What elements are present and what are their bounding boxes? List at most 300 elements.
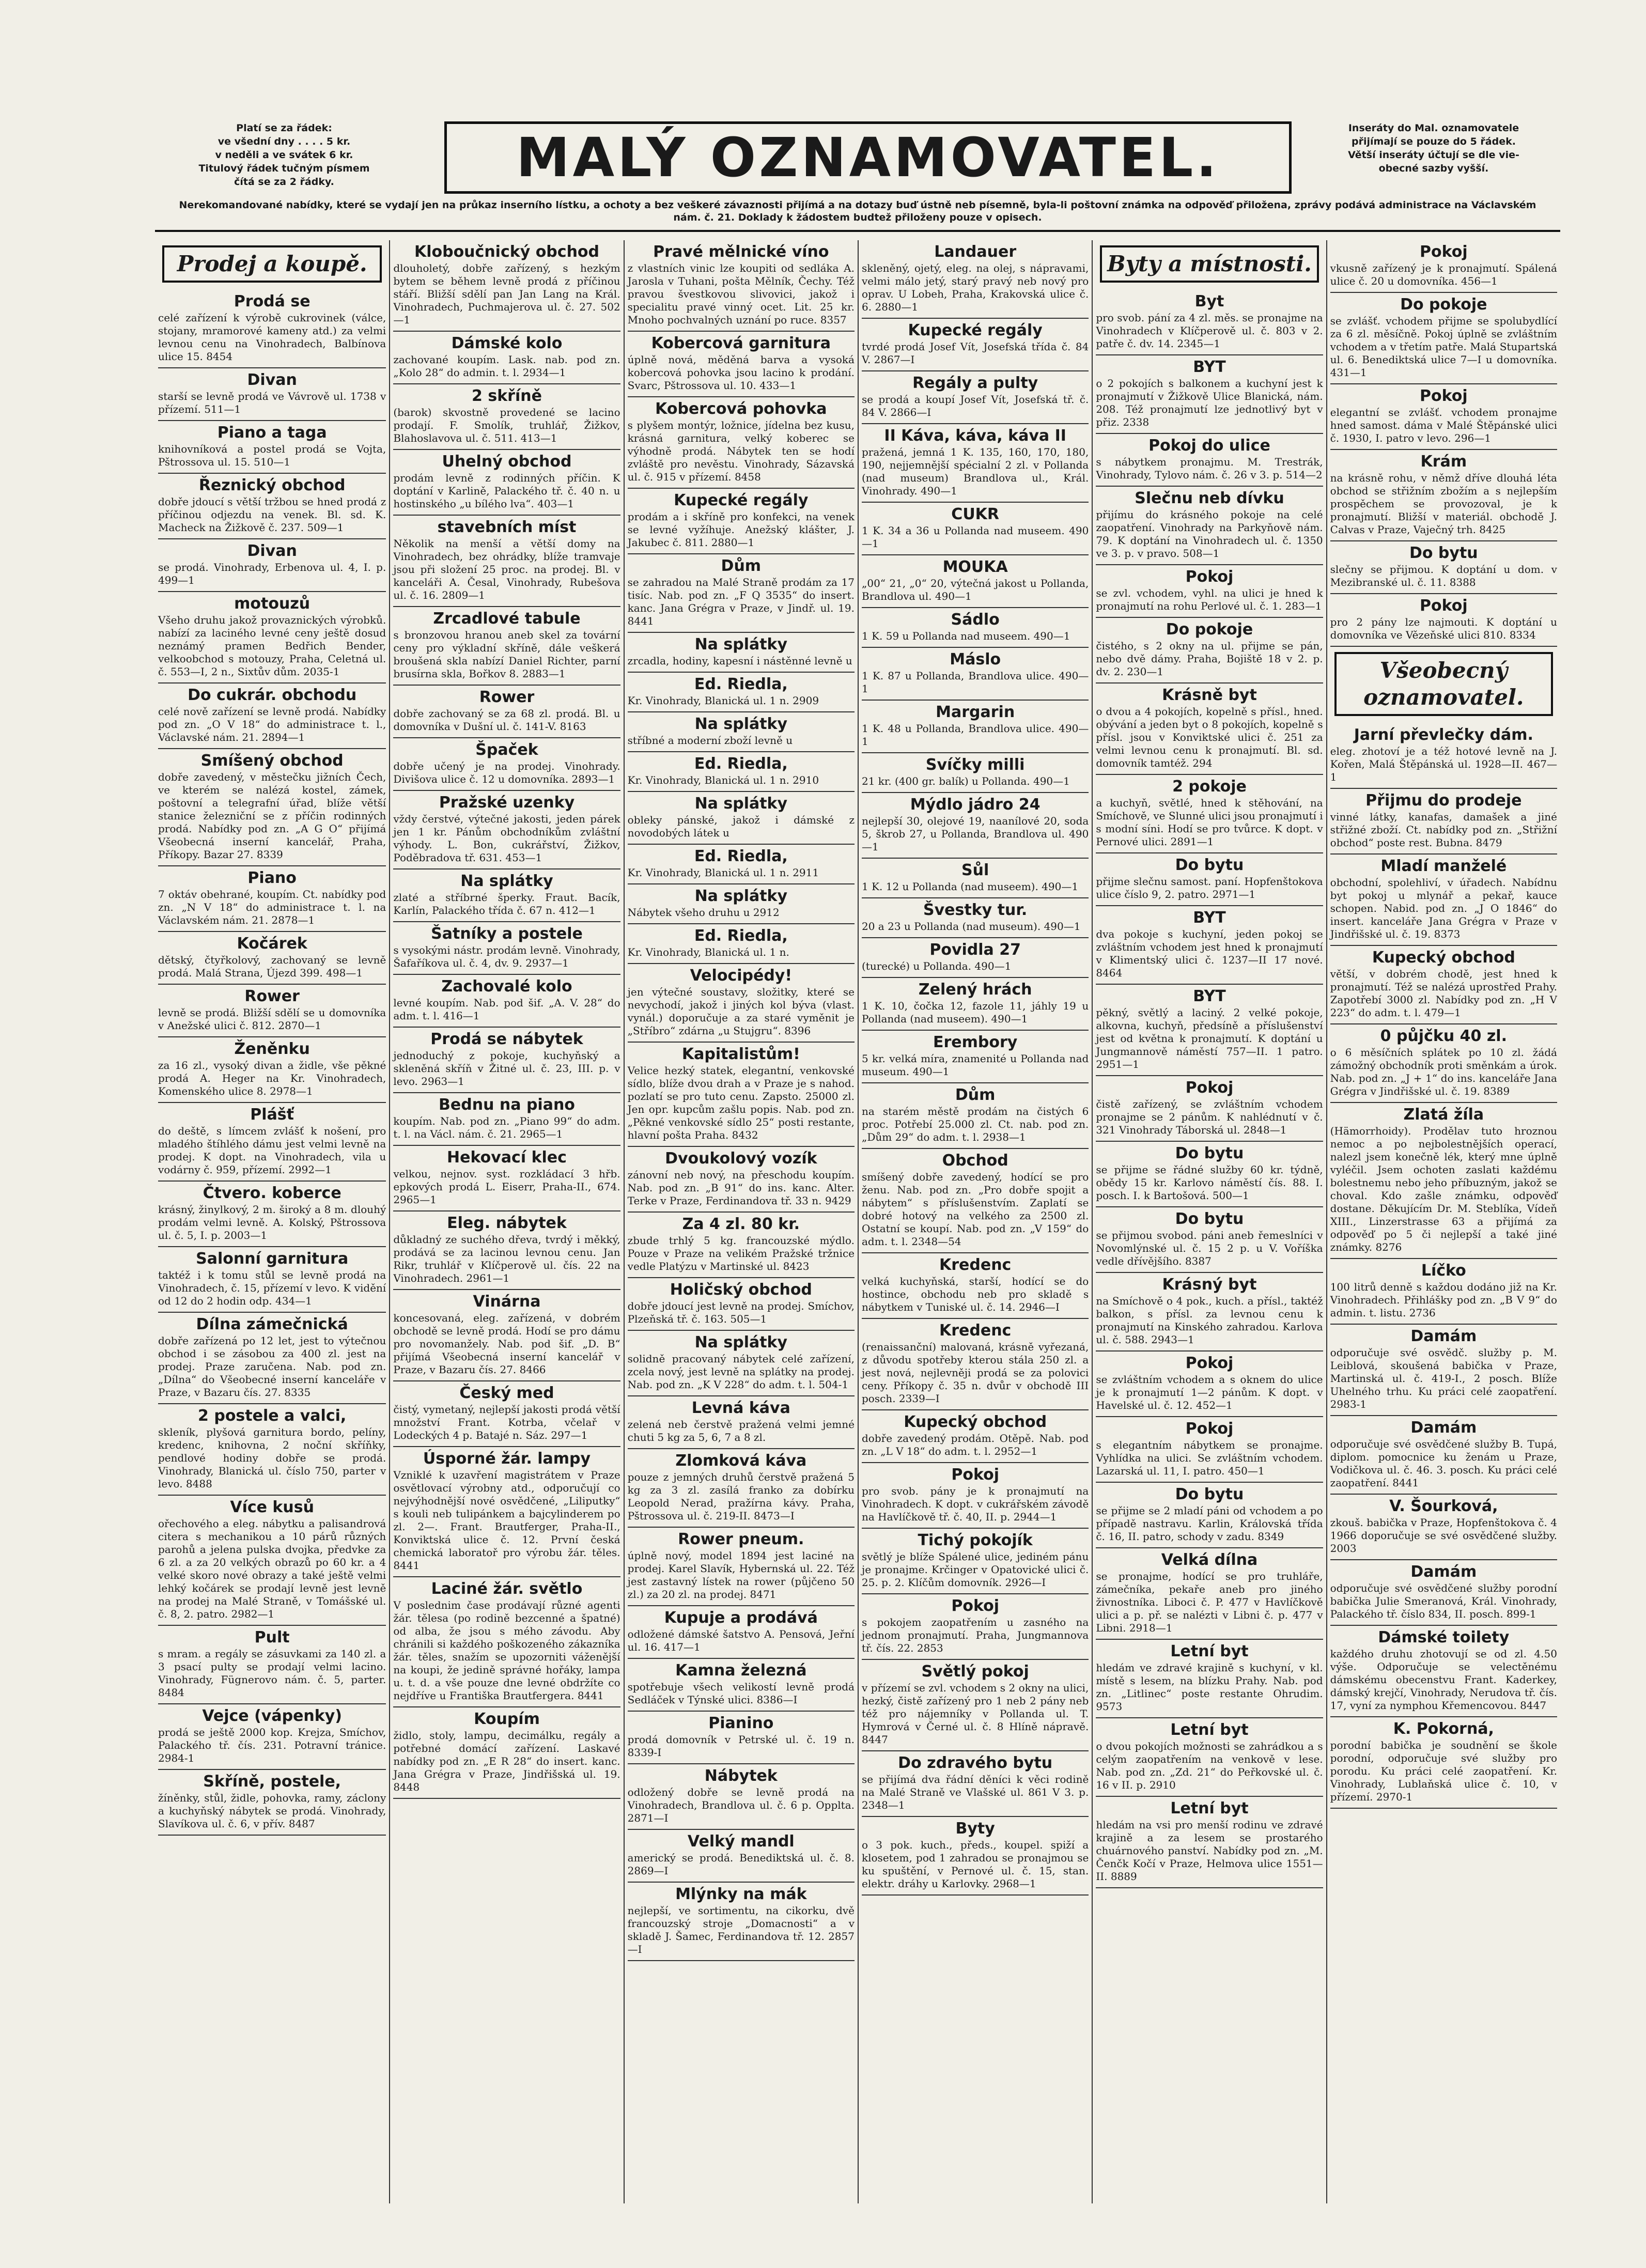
classified-ad: [1330, 946, 1557, 1024]
ad-text: obchodní, spolehliví, v úřadech. Nabídnu byt pokoj u mlynář a pekař, kauce schopen. Nabid. pod zn. „J O 1846“ do insert. kanceláře Jana Grégra v Praze v Jindřišské ul. č. 19. 8373: [1330, 876, 1557, 940]
classified-ad: [158, 1247, 386, 1313]
ad-text: do deště, s límcem zvlášť k nošení, pro mladého štíhlého dámu jest velmi levně na prodej. K dopt. na Vinohradech, vila u vodárny č. 959, přízemí. 2992—1: [158, 1125, 386, 1176]
ad-text: za 16 zl., vysoký divan a židle, vše pěkné prodá A. Heger na Kr. Vinohradech, Komenského ulice 8. 2978—1: [158, 1059, 386, 1097]
ad-title: Máslo: [950, 650, 1001, 669]
ad-text: prodám a i skříně pro konfekci, na venek se levné vyžíhuje. Anežský klášter, J. Jakubec č. 811. 2880—1: [627, 510, 855, 549]
classified-ad: [628, 240, 855, 332]
ad-text: s pokojem zaopatřením u zasného na jednom pronajmutí. Praha, Jungmannova tř. čís. 22. 2853: [862, 1616, 1089, 1654]
ad-text: dlouholetý, dobře zařízený, s hezkým bytem se během levně prodá z příčinou stáří. Bližší sdělí pan Jan Lang na Král. Vinohradech, Puchmajerova ul. č. 27. 502—1: [393, 262, 620, 326]
classified-ad: [1096, 1417, 1323, 1483]
ad-text: se pronajme, hodící se pro truhláře, zámečníka, pekaře aneb pro jiného živnostníka. Liboci č. P. 477 v Havlíčkově ulici a p. př. se nalézti v Libni č. p. 477 v Libni. 2918—1: [1096, 1570, 1323, 1634]
ad-title: Ed. Riedla,: [694, 755, 788, 773]
ad-text: světlý je blíže Spálené ulice, jediném pánu je pronajme. Krčinger v Opatovické ulici č. 25. p. 2. Klíčům domovník. 2926—I: [862, 1550, 1089, 1589]
ad-title: Šatníky a postele: [431, 925, 583, 943]
ad-title: Damám: [1410, 1419, 1477, 1437]
ad-title: Pražské uzenky: [439, 794, 575, 812]
classified-ad: [862, 859, 1089, 898]
ad-title: Přijmu do prodeje: [1365, 791, 1522, 810]
ad-text: koupím. Nab. pod zn. „Piano 99“ do adm. t. l. na Václ. nám. č. 21. 2965—1: [393, 1115, 620, 1140]
ad-text: se prodá. Vinohrady, Erbenova ul. 4, I. p. 499—1: [158, 561, 386, 586]
ad-title: 0 půjčku 40 zl.: [1380, 1027, 1507, 1045]
ad-title: Dům: [721, 557, 762, 575]
ad-title: Piano: [247, 869, 297, 887]
ad-title: Do bytu: [1409, 544, 1478, 562]
ad-text: (barok) skvostně provedené se lacino prodají. F. Smolík, truhlář, Žižkov, Blahoslavova ul. č. 511. 413—1: [393, 406, 620, 444]
ad-title: Kamna železná: [675, 1661, 807, 1680]
ad-text: stříbné a moderní zboží levně u: [627, 734, 793, 747]
classified-ad: [862, 701, 1089, 753]
classified-ad: [158, 866, 386, 932]
ad-title: Zelený hrách: [918, 981, 1032, 999]
classified-ad: [862, 1031, 1089, 1083]
ad-title: Damám: [1410, 1327, 1477, 1345]
ad-title: Krásně byt: [1162, 686, 1257, 704]
ad-text: žíněnky, stůl, židle, pohovka, ramy, záclony a kuchyňský nábytek se prodá. Vinohrady, Slavíkova ul. č. 6, v přív. 8487: [158, 1792, 386, 1830]
ad-text: dobře jdoucí jest levně na prodej. Smíchov, Plzeňská tř. č. 163. 505—1: [627, 1300, 855, 1325]
ad-title: Velocipédy!: [690, 967, 793, 985]
classified-ad: [158, 539, 386, 592]
ad-title: Byt: [1194, 292, 1224, 310]
ad-text: Nábytek všeho druhu u 2912: [627, 906, 780, 919]
classified-ad: [1096, 434, 1323, 487]
ad-title: 2 postele a valci,: [198, 1407, 347, 1425]
ad-text: slečny se přijmou. K doptání u dom. v Mezibranské ul. č. 11. 8388: [1330, 563, 1557, 588]
classified-ad: [862, 319, 1089, 371]
ad-title: Divan: [247, 371, 297, 389]
classified-ad: [1330, 789, 1557, 855]
ad-text: hledám ve zdravé krajině s kuchyní, v kl. místě s lesem, na blízku Prahy. Nab. pod zn. „Litlinec“ poste restante Ohrudim. 9573: [1096, 1661, 1323, 1713]
ad-title: motouzů: [234, 595, 310, 613]
ad-text: zlaté a stříbrné šperky. Fraut. Bacík, Karlín, Palackého třída č. 67 n. 412—1: [393, 891, 620, 916]
ad-text: úplně nový, model 1894 jest laciné na prodej. Karel Slavík, Hybernská ul. 22. Též jest zastavný lístek na rower (půjčeno 50 zl.) za 20 zl. na prodej. 8471: [627, 1549, 855, 1601]
ad-title: Do zdravého bytu: [898, 1754, 1053, 1772]
ad-column: [1092, 240, 1326, 2203]
classified-ad: [1330, 384, 1557, 450]
ad-text: tvrdé prodá Josef Vít, Josefská třída č. 84 V. 2867—I: [862, 340, 1089, 366]
ad-text: na krásně rohu, v němž dříve dlouhá léta obchod se střižním zbožím a s nejlepším prospěchem se provozoval, je k pronajmutí. Bližší v materiál. obchodě J. Calvas v Praze, Vaječný trh. 8425: [1330, 472, 1557, 536]
section-heading: Byty a místnosti.: [1100, 245, 1318, 283]
ad-text: vkusně zařízený je k pronajmutí. Spálená ulice č. 20 u domovníka. 456—1: [1330, 262, 1557, 287]
classified-ad: [628, 1606, 855, 1659]
ad-text: přijme slečnu samost. paní. Hopfenštokova ulice číslo 9, 2. patro. 2971—1: [1096, 875, 1323, 900]
ad-text: pro svob. pány je k pronajmutí na Vinohradech. K dopt. v cukrářském závodě na Havlíčkově tř. č. 40, II. p. 2944—1: [862, 1485, 1089, 1523]
classified-ad: [628, 752, 855, 792]
ad-text: se zahradou na Malé Straně prodám za 17 tisíc. Nab. pod zn. „F Q 3535“ do insert. kanc. Jana Grégra v Praze, v Jindř. ul. 19. 8441: [627, 576, 855, 627]
ad-text: Kr. Vinohrady, Blanická ul. 1 n. 2911: [627, 866, 819, 879]
ad-text: ořechového a eleg. nábytku a palisandrová citera s mechanikou a 10 párů různých parohů a jelena pulska dvojka, předvke za 6 zl. a za 20 velkých obrazů po 60 kr. a 4 velké skoro nové obrazy a také ještě velmi lehký kočárek se prodají levně jest levně na prodej na Malé Straně, v Tomášské ul. č. 8, 2. patro. 2982—1: [158, 1517, 386, 1620]
pricing-line: Platí se za řádek:: [236, 122, 332, 134]
ad-text: hledám na vsi pro menší rodinu ve zdravé krajině a za lesem se prostarého chuárnového panství. Nabídky pod zn. „M. Čenčk Kočí v Praze, Helmova ulice 1551—II. 8889: [1096, 1819, 1323, 1883]
ad-text: jednoduchý z pokoje, kuchyňský a skleněná skříň v Žitné ul. č. 23, III. p. v levo. 2963—1: [393, 1049, 620, 1088]
classified-ad: [862, 608, 1089, 648]
ad-title: Na splátky: [694, 795, 788, 813]
ad-text: v přízemí se zvl. vchodem s 2 okny na ulici, hezký, čistě zařízený pro 1 neb 2 pány neb též pro nájemníky v Pollanda ul. T. Hymrová v Černé ul. č. 8 Hlíně nápravě. 8447: [862, 1682, 1089, 1746]
ad-title: Ženěnku: [234, 1040, 310, 1058]
classified-ad: [628, 489, 855, 554]
ad-title: Pokoj: [951, 1466, 999, 1484]
classified-ad: [628, 964, 855, 1043]
classified-ad: [628, 712, 855, 752]
classified-ad: [862, 898, 1089, 938]
ad-title: Rower pneum.: [678, 1530, 804, 1548]
ad-text: V poslednim čase prodávají různé agenti žár. tělesa (po rodině bezcenné a špatné) od alba, že jsou s mého závodu. Aby chránili si každého poškozeného zákazníka žár. těles, snažím se upozorniti váženější na koupi, že jedině správné hořáky, lampa u. t. d. a vše pouze dne levné obdržíte co nejdříve u Františka Brautfergera. 8441: [393, 1599, 620, 1702]
ad-title: Levná káva: [691, 1399, 790, 1417]
ad-title: Koupím: [474, 1710, 540, 1728]
classified-ad: [393, 738, 620, 791]
classified-ad: [628, 1712, 855, 1764]
ad-text: se přijmou svobod. páni aneb řemeslníci v Novomlýnské ul. č. 15 2 p. u V. Voříška vedle dřívějšího. 8387: [1096, 1229, 1323, 1267]
ad-text: americký se prodá. Benediktská ul. č. 8. 2869—I: [627, 1852, 855, 1877]
ad-text: se prodá a koupí Josef Vít, Josefská tř. č. 84 V. 2866—I: [862, 393, 1089, 418]
classified-ad: [862, 1253, 1089, 1319]
classified-ad: [1330, 1024, 1557, 1103]
ad-text: Kr. Vinohrady, Blanická ul. 1 n.: [627, 946, 789, 958]
section-heading: Všeobecný oznamovatel.: [1334, 652, 1553, 716]
ad-title: Povidla 27: [929, 941, 1021, 959]
ad-text: se přijme se 2 mladí páni od vchodem a po případě nastravu. Karlin, Královská třída č. 16, II. patro, schody v zadu. 8349: [1096, 1504, 1323, 1543]
ad-title: Kupecký obchod: [1372, 949, 1515, 967]
ad-text: celé nově zařízení se levně prodá. Nabídky pod zn. „O V 18“ do administrace t. l., Václavské nám. 21. 2894—1: [158, 705, 386, 743]
classified-ad: [158, 1626, 386, 1704]
ad-title: Eleg. nábytek: [447, 1214, 567, 1232]
ad-title: Kupecký obchod: [904, 1413, 1047, 1431]
classified-ad: [1330, 1495, 1557, 1560]
ad-title: Rower: [244, 987, 300, 1005]
classified-ad: [1096, 1076, 1323, 1142]
classified-ad: [1096, 1207, 1323, 1273]
ad-text: 1 K. 48 u Pollanda, Brandlova ulice. 490—1: [862, 722, 1089, 748]
classified-ad: [393, 1290, 620, 1381]
rules-line: Inseráty do Mal. oznamovatele: [1348, 122, 1519, 134]
ad-text: taktéž i k tomu stůl se levně prodá na Vinohradech, č. 15, přízemí v levo. K vidění od 12 do 2 hodin odp. 434—1: [158, 1269, 386, 1307]
classified-ad: [158, 1103, 386, 1182]
ad-text: větší, v dobrém chodě, jest hned k pronajmutí. Též se nalézá uprostřed Prahy. Zapotřebí 3000 zl. Nabídky pod zn. „H V 223“ do adm. t. l. 479—1: [1330, 968, 1557, 1019]
ad-text: pouze z jemných druhů čerstvě pražená 5 kg za 3 zl. zasílá franko za dobírku Leopold Nerad, pražírna kávy. Praha, Pštrossova ul. č. 219-II. 8473—I: [627, 1471, 855, 1522]
ad-title: Kredenc: [939, 1256, 1012, 1274]
ad-text: na starém městě prodám na čistých 6 proc. Potřebí 25.000 zl. Ct. nab. pod zn. „Dům 29“ do adm. t. l. 2938—1: [862, 1105, 1089, 1143]
classified-ad: [628, 554, 855, 633]
ad-text: Vzniklé k uzavření magistrátem v Praze osvětlovací výrobny atd., odporučují co nejvýhodnější nové osvědčené, „Liliputky“ s kouli neb tulipánkem a bajcylinderem po zl. 2—. Frant. Brautferger, Praha-II., Konviktská ulice č. 12. První česká chemická laboratoř pro výrobu žár. těles. 8441: [393, 1469, 620, 1572]
ad-text: zachované koupím. Lask. nab. pod zn. „Kolo 28“ do admin. t. l. 2934—1: [393, 353, 620, 379]
pricing-line: Titulový řádek tučným písmem: [198, 163, 370, 174]
ad-text: odporučuje své osvědčené služby porodní babička Julie Smeranová, Král. Vinohrady, Palackého tř. číslo 834, II. posch. 899-1: [1330, 1582, 1557, 1620]
ad-title: Pokoj: [1420, 243, 1468, 261]
ad-title: MOUKA: [942, 558, 1008, 576]
classified-ad: [1096, 290, 1323, 355]
ad-text: 21 kr. (400 gr. balík) u Pollanda. 490—1: [862, 775, 1070, 787]
ad-text: dobře zavedený prodám. Otěpě. Nab. pod zn. „L V 18“ do adm. t. l. 2952—1: [862, 1432, 1089, 1457]
ad-title: Švestky tur.: [923, 901, 1028, 919]
ad-title: Ed. Riedla,: [694, 675, 788, 693]
ad-title: Řeznický obchod: [198, 476, 346, 494]
ad-title: Kupecké regály: [908, 321, 1043, 339]
classified-ad: [628, 1764, 855, 1830]
classified-ad: [1330, 1259, 1557, 1325]
classified-ad: [393, 975, 620, 1028]
ad-title: V. Šourková,: [1389, 1497, 1498, 1515]
classified-ad: [1096, 355, 1323, 434]
classified-ad: [158, 683, 386, 749]
insertion-rules-box: [1312, 121, 1555, 175]
ad-title: Margarin: [936, 703, 1015, 721]
ad-title: K. Pokorná,: [1393, 1720, 1494, 1738]
classified-ad: [393, 922, 620, 975]
ad-text: se zvlášť. vchodem přijme se spolubydlící za 6 zl. měsíčně. Pokoj úplně se zvláštním vchodem a v třetím patře. Malá Stupartská ul. 6. Benediktská ulice 7—I u domovníka. 431—1: [1330, 315, 1557, 379]
ad-title: Do pokoje: [1166, 620, 1253, 639]
classified-ad: [158, 1037, 386, 1103]
classified-ad: [628, 633, 855, 673]
classified-ad: [1096, 853, 1323, 906]
ad-title: Pokoj: [1185, 1079, 1234, 1097]
ad-text: s vysokými nástr. prodám levně. Vinohrady, Šafaříkova ul. č. 4, dv. 9. 2937—1: [393, 944, 620, 969]
ad-title: Regály a pulty: [912, 374, 1038, 392]
ad-title: 2 pokoje: [1172, 778, 1247, 796]
ad-title: Pokoj: [951, 1597, 999, 1615]
ad-title: Do bytu: [1175, 1485, 1244, 1503]
ad-title: Bednu na piano: [439, 1096, 575, 1114]
ad-title: Salonní garnitura: [196, 1250, 349, 1268]
ad-text: se zvl. vchodem, vyhl. na ulici je hned k pronajmutí na rohu Perlové ul. č. 1. 283—1: [1096, 587, 1323, 612]
classified-ad: [393, 384, 620, 450]
ad-title: Čtvero. koberce: [203, 1184, 341, 1202]
ad-text: pro 2 pány lze najmouti. K doptání u domovníka ve Vězeňské ulici 810. 8334: [1330, 616, 1557, 641]
ad-text: solidně pracovaný nábytek celé zařízení, zcela nový, jest levně na splátky na prodej. Nab. pod zn. „K V 228“ do adm. t. l. 504-1: [627, 1353, 855, 1391]
ad-title: Letní byt: [1170, 1799, 1249, 1817]
ad-title: Divan: [247, 542, 297, 560]
classified-ad: [393, 1381, 620, 1447]
classified-ad: [1096, 775, 1323, 853]
classified-ad: [862, 1529, 1089, 1594]
classified-ad: [628, 1278, 855, 1331]
ad-title: Kupuje a prodává: [664, 1609, 818, 1627]
ad-title: Mlýnky na mák: [675, 1885, 807, 1903]
classified-ad: [628, 1528, 855, 1606]
classified-ad: [1330, 855, 1557, 946]
ad-title: Kobercová garnitura: [651, 334, 831, 352]
classified-ad: [1096, 618, 1323, 683]
ad-title: Na splátky: [694, 715, 788, 733]
classified-ad: [393, 450, 620, 516]
ad-title: BYT: [1193, 909, 1226, 927]
ad-title: Ed. Riedla,: [694, 847, 788, 865]
classified-ad: [862, 1319, 1089, 1410]
classified-ad: [628, 397, 855, 489]
ad-title: Laciné žár. světlo: [431, 1580, 583, 1598]
classified-ad: [1330, 1103, 1557, 1259]
ad-text: Několik na menší a větší domy na Vinohradech, bez ohrádky, blíže tramvaje jsou při složení 25 proc. na prodej. Bl. v kanceláři A. Česal, Vinohrady, Rubešova ul. č. 16. 2809—1: [393, 537, 620, 601]
ad-text: 1 K. 59 u Pollanda nad museem. 490—1: [862, 630, 1070, 642]
ad-column: [389, 240, 623, 2203]
ad-text: o dvou a 4 pokojích, kopelně s přísl., hned. obývání a jeden byt o 8 pokojích, kopelně s přísl. jsou v Konviktské ulici č. 251 za velmi levnou cenu k pronajmutí. Bl. sd. domovník tamtéž. 294: [1096, 705, 1323, 769]
classified-ad: [393, 1447, 620, 1577]
ad-title: Kupecké regály: [674, 491, 809, 509]
classified-ad: [1096, 906, 1323, 985]
classified-ad: [1330, 240, 1557, 293]
ad-text: starší se levně prodá ve Vávrově ul. 1738 v přízemí. 511—1: [158, 390, 386, 415]
classified-ad: [1330, 1560, 1557, 1626]
ad-title: 2 skříně: [472, 387, 542, 405]
rules-line: Větší inseráty účtují se dle vie-: [1348, 149, 1519, 161]
ad-text: skleněný, ojetý, eleg. na olej, s nápravami, velmi málo jetý, starý pravý neb nový pro oprav. U Lobeh, Praha, Krakovská ulice č. 6. 2880—1: [862, 262, 1089, 313]
classified-ad: [862, 978, 1089, 1031]
classified-ad: [1330, 1325, 1557, 1416]
classified-ad: [158, 1704, 386, 1770]
notice-text: Nerekomandované nabídky, které se vydají jen na průkaz inserního lístku, a ochoty a bez veškeré závaznosti přijímá a na dotazy buď ústně neb písemně, byla-li poštovní známka na odpověď přiložena, zprávy podává administrace na Václavském nám. č. 21. Doklady k žádostem budtež přiloženy pouze v opisech.: [179, 199, 1536, 223]
ad-text: zbude trhlý 5 kg. francouzské mýdlo. Pouze v Praze na velikém Pražské tržnice vedle Platýzu v Martinské ul. 8423: [627, 1234, 855, 1272]
ad-title: Mýdlo jádro 24: [910, 796, 1041, 814]
classified-ad: [628, 1883, 855, 1961]
rules-line: obecné sazby vyšší.: [1378, 163, 1489, 174]
classified-ad: [1096, 1483, 1323, 1548]
ad-title: Český med: [459, 1384, 554, 1402]
classified-ad: [158, 985, 386, 1037]
ad-text: čistého, s 2 okny na ul. přijme se pán, nebo dvě dámy. Praha, Bojiště 18 v 2. p. dv. 2. 230—1: [1096, 640, 1323, 678]
ad-column: [858, 240, 1092, 2203]
classified-ad: [158, 1770, 386, 1836]
ad-text: s elegantním nábytkem se pronajme. Vyhlídka na ulici. Se zvláštním vchodem. Lazarská ul. 11, I. patro. 450—1: [1096, 1439, 1323, 1477]
ad-text: 7 oktáv obehrané, koupím. Ct. nabídky pod zn. „N V 18“ do administrace t. l. na Václavském nám. 21. 2878—1: [158, 888, 386, 926]
ad-text: s nábytkem pronajmu. M. Trestrák, Vinohrady, Tylovo nám. č. 26 v 3. p. 514—2: [1096, 456, 1323, 481]
ad-text: o 6 měsíčních splátek po 10 zl. žádá zámožný obchodník proti směnkám a úrok. Nab. pod zn. „J + 1“ do ins. kanceláře Jana Grégra v Jindřišské ul. č. 19. 8389: [1330, 1046, 1557, 1097]
ad-title: Krásný byt: [1162, 1276, 1257, 1294]
pricing-box: [165, 121, 403, 189]
ad-text: a kuchyň, světlé, hned k stěhování, na Smíchově, ve Slunné ulici jsou pronajmutí i s modní síni. Hodí se pro tvůrce. K dopt. v Pernové ulici. 2891—1: [1096, 797, 1323, 848]
ad-text: s bronzovou hranou aneb skel za tovární ceny pro výkladní skříně, dále veškerá broušená skla nabízí Daniel Richter, parní brusírna skla, Bořkov 8. 2883—1: [393, 629, 620, 680]
ad-title: Obchod: [942, 1152, 1008, 1170]
ad-text: velká kuchyňská, starší, hodící se do hostince, obchodu neb pro skladě s nábytkem v Tuniské ul. č. 14. 2946—I: [862, 1275, 1089, 1313]
ad-title: Dům: [955, 1086, 996, 1104]
ad-title: Zachovalé kolo: [441, 977, 572, 996]
ad-column: [624, 240, 858, 2203]
ad-title: Pokoj: [1185, 1354, 1234, 1372]
classified-ad: [158, 368, 386, 421]
ad-text: prodá domovník v Petrské ul. č. 19 n. 8339-I: [627, 1733, 855, 1759]
ad-title: Smíšený obchod: [200, 752, 344, 770]
ad-title: Za 4 zl. 80 kr.: [682, 1215, 800, 1233]
ad-title: Do pokoje: [1400, 296, 1487, 314]
ad-title: Byty: [955, 1820, 995, 1838]
ad-text: vždy čerstvé, výtečné jakosti, jeden párek jen 1 kr. Pánům obchodníkům zvláštní výhody. L. Bon, cukrářství, Žižkov, Poděbradova tř. 631. 453—1: [393, 813, 620, 864]
classified-ad: [862, 240, 1089, 319]
ad-title: Slečnu neb dívku: [1135, 489, 1284, 507]
classified-ad: [862, 503, 1089, 555]
ad-text: pěkný, světlý a laciný. 2 velké pokoje, alkovna, kuchyň, předsíně a příslušenství jest od května k pronajmutí. K doptání u Jungmannově náměstí 757—II. 1 patro. 2951—1: [1096, 1006, 1323, 1070]
ad-title: stavebních míst: [437, 518, 577, 536]
ad-text: prodá se ještě 2000 kop. Krejza, Smíchov, Palackého tř. čís. 231. Potravní tránice. 2984-1: [158, 1726, 386, 1764]
ad-title: Pokoj: [1420, 597, 1468, 615]
ad-title: Dámské toilety: [1378, 1628, 1510, 1646]
classified-ad: [393, 1093, 620, 1146]
ad-text: čistě zařízený, se zvláštním vchodem pronajme se 2 pánům. K nahlédnutí v č. 321 Vinohrady Táborská ul. 2848—1: [1096, 1098, 1323, 1136]
ad-text: na Smíchově o 4 pok., kuch. a přísl., taktéž balkon, s přísl. za levnou cenu k pronajmutí na Kinského zahradou. Karlova ul. č. 588. 2943—1: [1096, 1295, 1323, 1346]
ad-title: Skříně, postele,: [203, 1773, 341, 1791]
ad-title: Kapitalistům!: [681, 1045, 800, 1063]
ad-title: Pokoj: [1420, 387, 1468, 405]
classified-ad: [1330, 723, 1557, 789]
classified-ad: [1096, 1718, 1323, 1797]
classified-ad: [862, 1751, 1089, 1817]
ad-text: odložený dobře se levně prodá na Vinohradech, Brandlova ul. č. 6 p. Opplta. 2871—I: [627, 1786, 855, 1824]
ad-title: Do bytu: [1175, 1210, 1244, 1228]
ad-title: Zrcadlové tabule: [433, 610, 581, 628]
ad-title: Úsporné žár. lampy: [423, 1450, 591, 1468]
ad-text: židlo, stoly, lampu, decimálku, regály a potřebné domácí zařízení. Laskavé nabídky pod zn. „E R 28“ do insert. kanc. Jana Grégra v Praze, Jindřišská ul. 19. 8448: [393, 1729, 620, 1793]
ad-text: zrcadla, hodiny, kapesní i nástěnné levně u: [627, 655, 852, 667]
classified-ad: [393, 516, 620, 607]
ad-text: dobře jdoucí s větší tržbou se hned prodá z příčinou odjezdu na venek. Bl. sd. K. Macheck na Žižkově č. 237. 509—1: [158, 495, 386, 534]
ad-text: smíšený dobře zavedený, hodící se pro ženu. Nab. pod zn. „Pro dobře spojit a nábytem“ s příslušenstvím. Zaplatí se dobré hotový na velkého za 2500 zl. Ostatní se koupí. Nab. pod zn. „V 159“ do adm. t. l. 2348—54: [862, 1171, 1089, 1248]
ad-title: Vejce (vápenky): [202, 1707, 343, 1725]
classified-ad: [628, 1331, 855, 1396]
classified-ad: [628, 1147, 855, 1213]
masthead: [155, 111, 1560, 223]
classified-ad: [1330, 1416, 1557, 1495]
classified-ad: [1330, 541, 1557, 594]
ad-column: [155, 240, 389, 2203]
classified-ad: [862, 648, 1089, 701]
ad-text: s mram. a regály se zásuvkami za 140 zl. a 3 psací pulty se prodají velmi lacino. Vinohrady, Fügnerovo nám. č. 5, parter. 8484: [158, 1648, 386, 1699]
ad-text: Všeho druhu jakož provaznických výrobků. nabízí za laciného levné ceny ještě dosud neznámý pramen Bedřich Bender, velkoobchod s motouzy, Praha, Celetná ul. č. 553—I, 2 n., Sixtův dům. 2035-1: [158, 614, 386, 678]
classified-ad: [393, 240, 620, 332]
classified-ad: [393, 1707, 620, 1799]
ad-title: Sůl: [961, 861, 989, 879]
classified-ad: [862, 1660, 1089, 1751]
ad-text: dobře zachovaný se za 68 zl. prodá. Bl. u domovníka v Dušní ul. č. 141-V. 8163: [393, 707, 620, 733]
classified-ad: [158, 474, 386, 539]
ad-title: Plášť: [250, 1106, 294, 1124]
classified-ad: [862, 1594, 1089, 1660]
ad-title: Do bytu: [1175, 1144, 1244, 1162]
classified-ad: [628, 924, 855, 964]
classified-ad: [628, 845, 855, 884]
ad-text: důkladný ze suchého dřeva, tvrdý i měkký, prodává se za lacinou levnou cenu. Jan Rikr, truhlář v Klíčperově ul. čís. 22 na Vinohradech. 2961—1: [393, 1233, 620, 1284]
classified-ad: [628, 792, 855, 845]
classified-ad: [393, 791, 620, 869]
ad-text: dobře zavedený, v městečku jižních Čech, ve kterém se nalézá kostel, zámek, poštovní a telegrafní úřad, blíže větší stanice železniční se z příčin rodinných prodá. Nabídky pod zn. „A G O“ přijímá Všeobecná inserní kancelář, Praha, Příkopy. Bazar 27. 8339: [158, 771, 386, 861]
ad-text: 1 K. 10, čočka 12, fazole 11, jáhly 19 u Pollanda (nad museem). 490—1: [862, 1000, 1089, 1025]
ad-text: přijímu do krásného pokoje na celé zaopatření. Vinohrady na Parkyňově nám. 79. K doptání na Vinohradech ul. č. 1350 ve 3. p. v pravo. 508—1: [1096, 508, 1323, 560]
classified-ad: [393, 332, 620, 384]
ad-text: eleg. zhotoví je a též hotové levně na J. Kořen, Malá Štěpánská ul. 1928—II. 467—1: [1330, 745, 1557, 783]
classified-ad: [1330, 293, 1557, 384]
ad-column: [1326, 240, 1560, 2203]
classified-ad: [158, 592, 386, 683]
classified-ad: [1096, 565, 1323, 618]
ad-title: Na splátky: [694, 635, 788, 654]
classified-ad: [628, 332, 855, 397]
ad-title: Ed. Riedla,: [694, 927, 788, 945]
ad-text: zelená neb čerstvě pražená velmi jemné chuti 5 kg za 5, 6, 7 a 8 zl.: [627, 1418, 855, 1443]
ad-title: Hekovací klec: [447, 1148, 567, 1167]
ad-text: krásný, žinylkový, 2 m. široký a 8 m. dlouhý prodám velmi levně. A. Kolský, Pštrossova ul. č. 5, I. p. 2003—1: [158, 1203, 386, 1241]
ad-title: BYT: [1193, 987, 1226, 1005]
ad-title: Prodá se: [234, 292, 310, 310]
ad-text: (turecké) u Pollanda. 490—1: [862, 960, 1012, 972]
ad-title: Svíčky milli: [925, 756, 1025, 774]
ad-title: Pravé mělnické víno: [653, 243, 829, 261]
ad-text: levné koupím. Nab. pod šif. „A. V. 28“ do adm. t. l. 416—1: [393, 997, 620, 1022]
ad-text: se zvláštním vchodem a s oknem do ulice je k pronajmutí 1—2 pánům. K dopt. v Havelské ul. č. 12. 452—1: [1096, 1373, 1323, 1411]
ad-title: Dílna zámečnická: [196, 1315, 348, 1333]
ad-title: Damám: [1410, 1563, 1477, 1581]
ad-title: Líčko: [1421, 1262, 1466, 1280]
ad-text: levně se prodá. Bližší sdělí se u domovníka v Anežské ulici č. 812. 2870—1: [158, 1006, 386, 1032]
classified-ad: [862, 793, 1089, 859]
ad-title: CUKR: [951, 505, 1000, 523]
ad-title: Letní byt: [1170, 1721, 1249, 1739]
ad-text: nejlepší, ve sortimentu, na cikorku, dvě francouzský stroje „Domacnosti“ a v skladě J. Šamec, Ferdinandova tř. 12. 2857—I: [627, 1904, 855, 1955]
ad-title: Landauer: [934, 243, 1017, 261]
